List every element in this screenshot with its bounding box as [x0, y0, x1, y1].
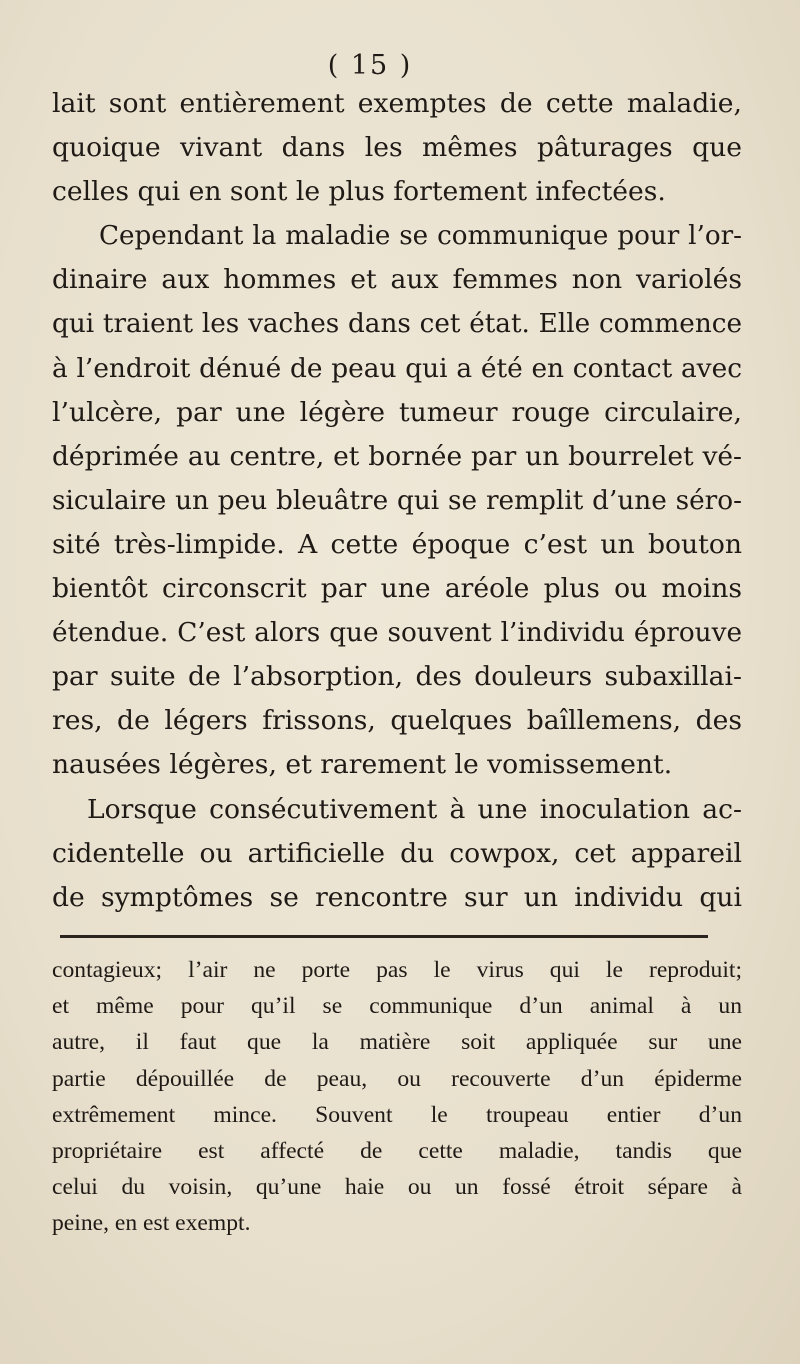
text-line: dinaire aux hommes et aux femmes non variolés: [52, 264, 742, 296]
footnote-line: peine, en est exempt.: [52, 1210, 251, 1237]
text-line: Lorsque consécutivement à une inoculation ac-: [87, 793, 742, 825]
footnote: [52, 952, 742, 1242]
text-line: siculaire un peu bleuâtre qui se remplit d’une séro-: [52, 485, 742, 516]
text-line: lait sont entièrement exemptes de cette maladie,: [52, 88, 742, 119]
text-line: l’ulcère, par une légère tumeur rouge circulaire,: [52, 396, 742, 428]
text-line: étendue. C’est alors que souvent l’individu éprouve: [52, 618, 742, 649]
text-line: bientôt circonscrit par une aréole plus ou moins: [52, 573, 742, 605]
footnote-line: autre, il faut que la matière soit appliquée sur une: [52, 1029, 742, 1056]
footnote-line: propriétaire est affecté de cette maladie, tandis que: [52, 1138, 742, 1165]
footnote-line: partie dépouillée de peau, ou recouverte d’un épiderme: [52, 1065, 742, 1092]
footnote-line: extrêmement mince. Souvent le troupeau entier d’un: [52, 1101, 742, 1128]
main-text: [52, 82, 742, 920]
text-line: celles qui en sont le plus fortement infectées.: [52, 176, 666, 208]
text-line: qui traient les vaches dans cet état. Elle commence: [52, 309, 742, 340]
text-line: cidentelle ou artificielle du cowpox, cet appareil: [52, 837, 742, 869]
footnote-line: et même pour qu’il se communique d’un animal à un: [52, 993, 742, 1020]
footnote-line: celui du voisin, qu’une haie ou un fossé étroit sépare à: [52, 1174, 742, 1201]
text-line: déprimée au centre, et bornée par un bourrelet vé-: [52, 440, 742, 472]
footnote-divider: [60, 935, 708, 938]
text-line: res, de légers frissons, quelques baîllemens, des: [52, 705, 742, 737]
text-line: de symptômes se rencontre sur un individu qui: [52, 881, 742, 913]
text-line: nausées légères, et rarement le vomissement.: [52, 749, 673, 781]
text-line: par suite de l’absorption, des douleurs subaxillai-: [52, 661, 742, 693]
text-line: Cependant la maladie se communique pour l’or-: [99, 221, 742, 252]
page-number: ( 15 ): [327, 50, 413, 81]
text-line: sité très-limpide. A cette époque c’est un bouton: [52, 528, 742, 560]
text-line: quoique vivant dans les mêmes pâturages que: [52, 132, 742, 164]
text-line: à l’endroit dénué de peau qui a été en contact avec: [52, 352, 742, 384]
footnote-line: contagieux; l’air ne porte pas le virus qui le reproduit;: [52, 957, 742, 983]
